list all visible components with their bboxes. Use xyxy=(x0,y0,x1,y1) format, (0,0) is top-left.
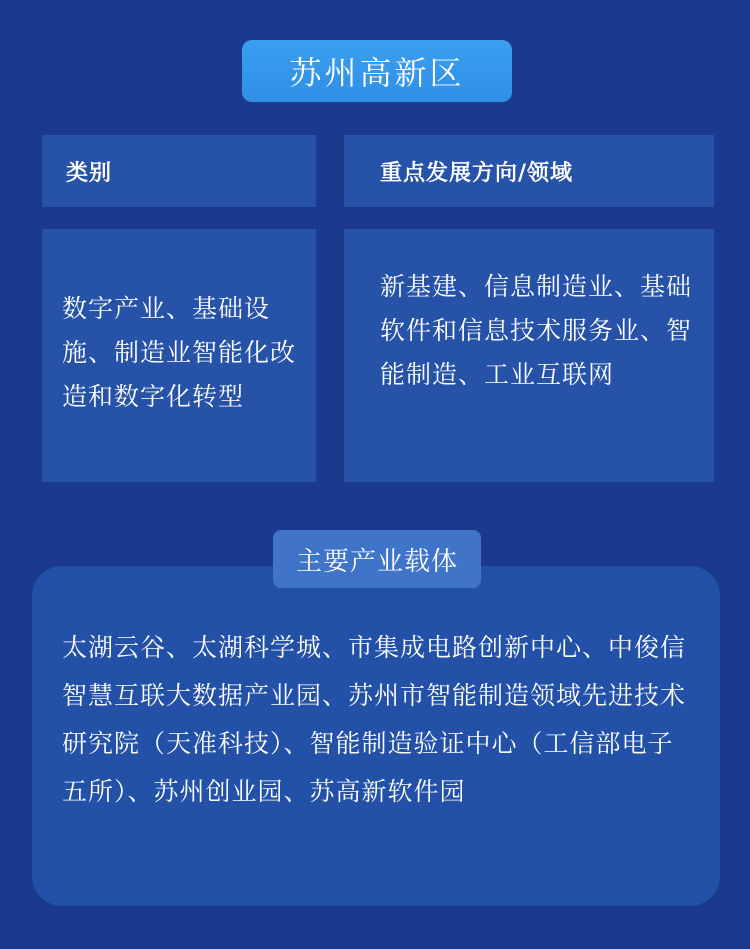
category-cell: 数字产业、基础设施、制造业智能化改造和数字化转型 xyxy=(42,229,316,482)
carrier-text: 太湖云谷、太湖科学城、市集成电路创新中心、中俊信智慧互联大数据产业园、苏州市智能制造领域先进技术研究院（天准科技）、智能制造验证中心（工信部电子五所）、苏州创业园、苏高新软件园 xyxy=(32,566,720,906)
direction-cell: 新基建、信息制造业、基础软件和信息技术服务业、智能制造、工业互联网 xyxy=(344,229,714,482)
header-direction: 重点发展方向/领域 xyxy=(344,135,714,207)
header-category: 类别 xyxy=(42,135,316,207)
page-title: 苏州高新区 xyxy=(242,40,512,102)
carrier-label: 主要产业载体 xyxy=(273,530,481,588)
